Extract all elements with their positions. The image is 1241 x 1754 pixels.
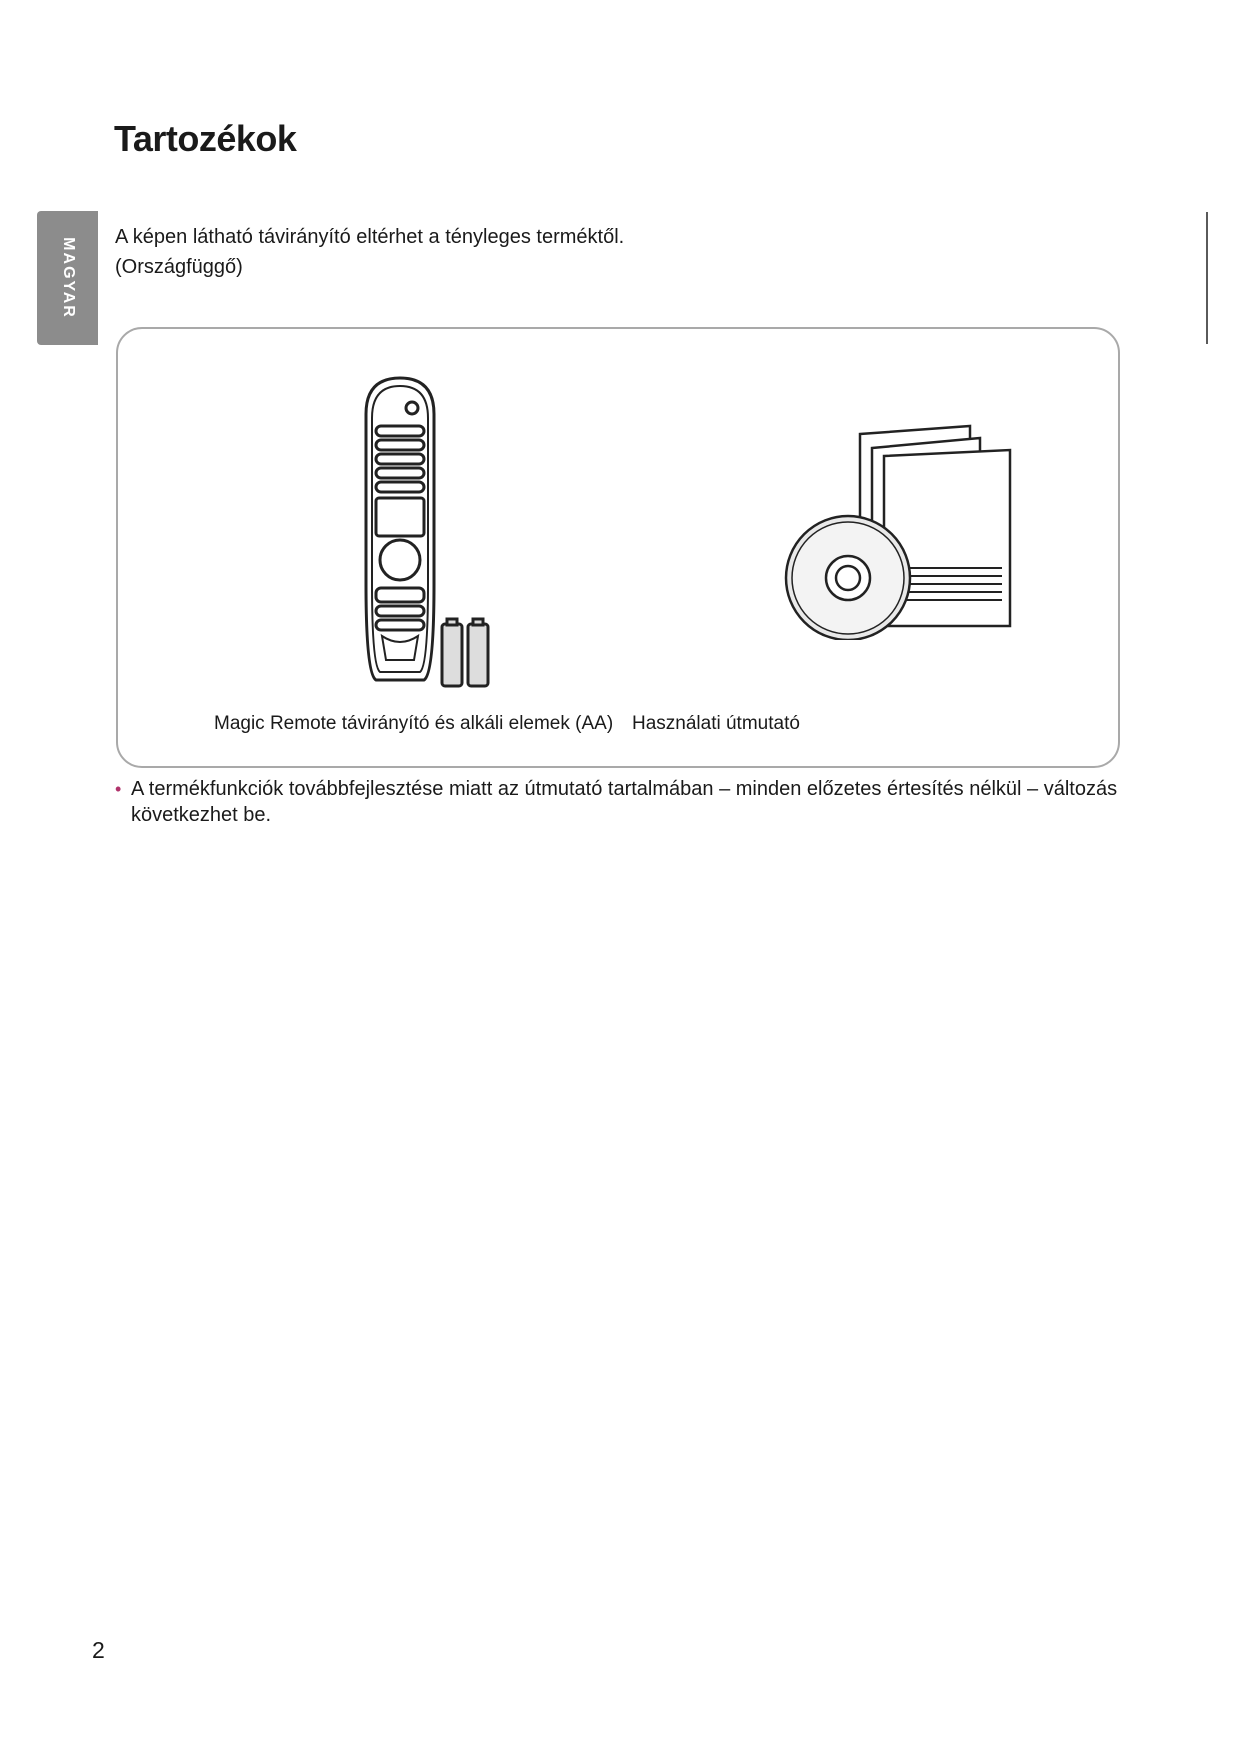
page-number: 2 (92, 1637, 105, 1663)
accessory-caption-manual: Használati útmutató (632, 713, 800, 734)
language-tab (37, 211, 98, 345)
intro-line-1: A képen látható távirányító eltérhet a tényleges terméktől. (115, 226, 625, 248)
accessory-caption-remote: Magic Remote távirányító és alkáli elemek (AA) (214, 713, 614, 734)
magic-remote-icon (354, 374, 494, 694)
intro-text (115, 222, 624, 282)
bullet-icon: • (115, 779, 122, 799)
page-title: Tartozékok (114, 118, 297, 159)
language-tab-label: MAGYAR (59, 237, 77, 319)
manual-cd-icon (780, 420, 1020, 640)
note-text: A termékfunkciók továbbfejlesztése miatt az útmutató tartalmában – minden előzetes értesítés nélkül – változás következhet be. (131, 778, 1118, 826)
margin-rule (1206, 212, 1208, 344)
note-item (115, 776, 1125, 828)
intro-line-2: (Országfüggő) (115, 256, 243, 278)
